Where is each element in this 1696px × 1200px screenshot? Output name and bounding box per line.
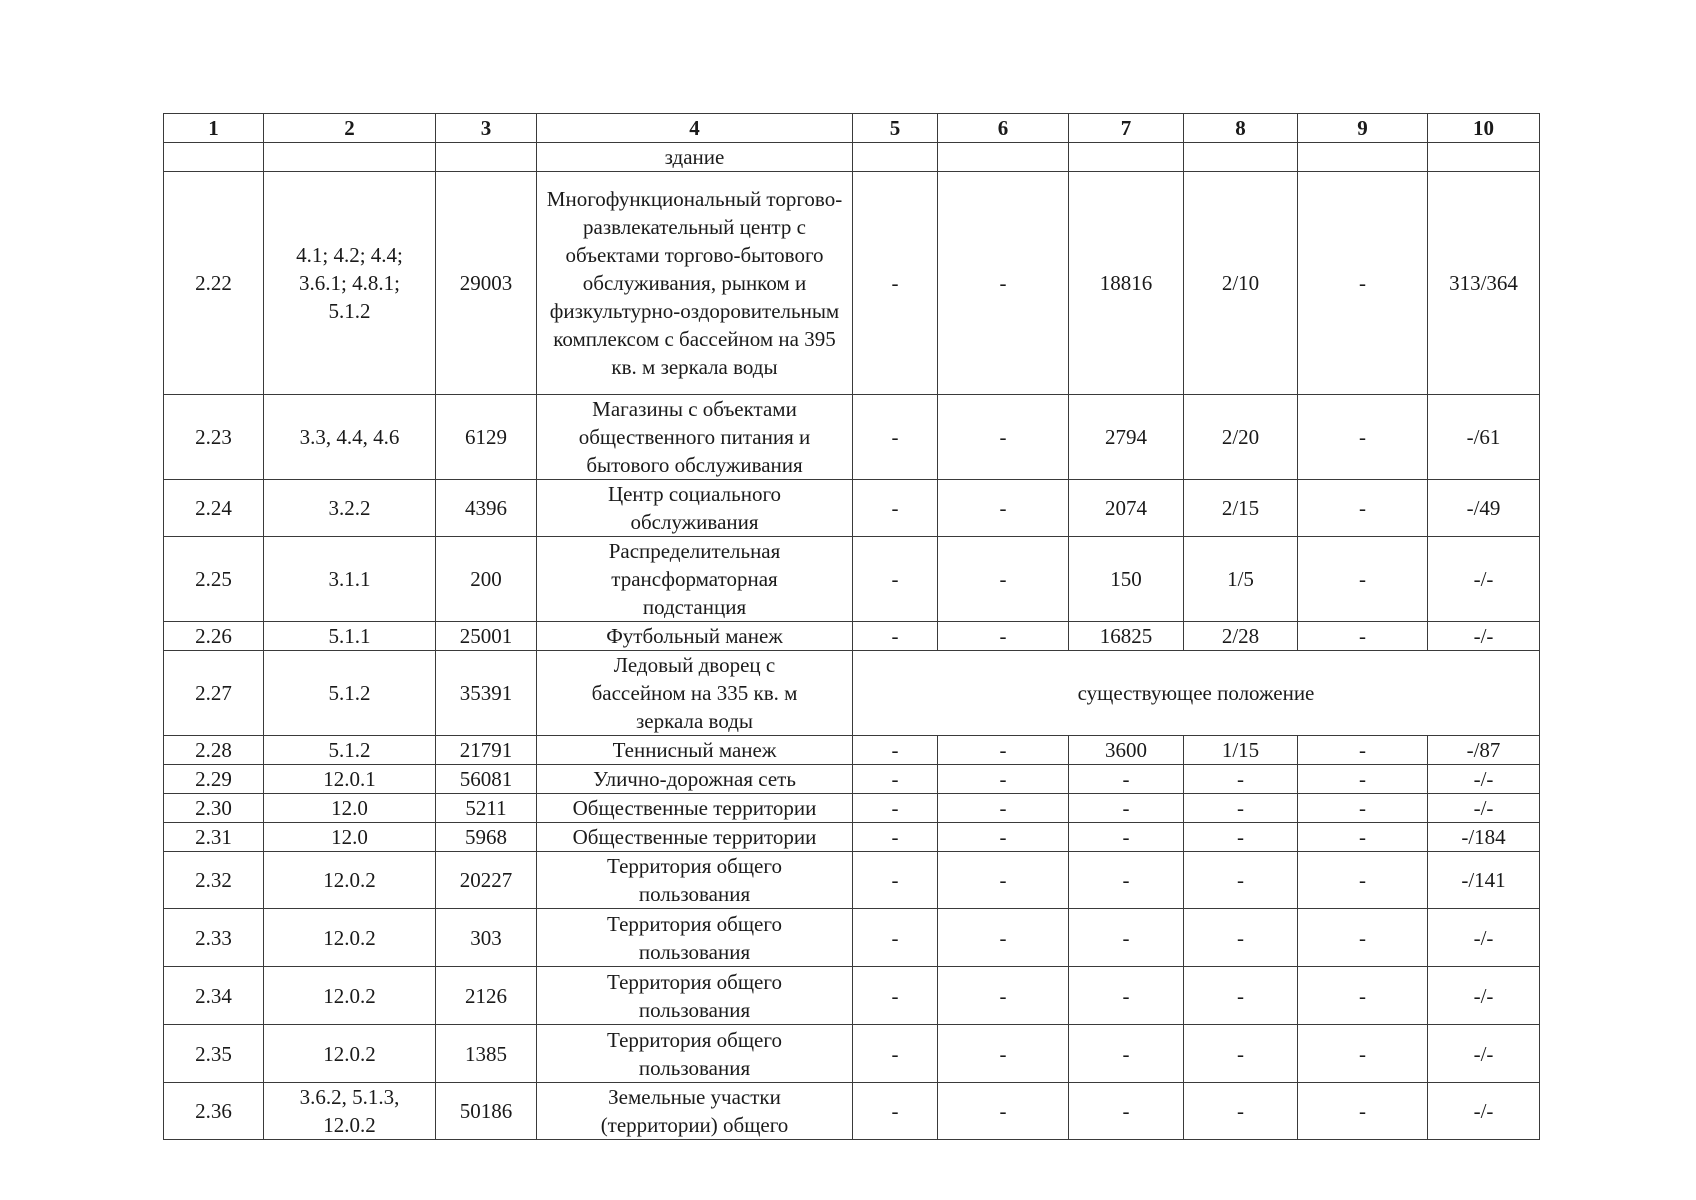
header-cell: 6 xyxy=(938,114,1069,143)
table-cell xyxy=(938,143,1069,172)
table-cell: 4396 xyxy=(436,480,537,537)
table-cell: - xyxy=(853,852,938,909)
table-cell: - xyxy=(938,1083,1069,1140)
table-row xyxy=(164,1083,1540,1140)
table-cell: - xyxy=(1298,823,1428,852)
table-cell: - xyxy=(853,622,938,651)
table-cell: - xyxy=(1184,1083,1298,1140)
header-cell: 4 xyxy=(537,114,853,143)
table-cell: -/- xyxy=(1428,765,1540,794)
table-cell: - xyxy=(1069,1025,1184,1083)
continuation-row xyxy=(164,143,1540,172)
table-row xyxy=(164,736,1540,765)
table-row xyxy=(164,395,1540,480)
table-cell: - xyxy=(1298,967,1428,1025)
table-cell: - xyxy=(1298,395,1428,480)
table-cell: - xyxy=(938,480,1069,537)
table-cell: - xyxy=(1184,909,1298,967)
table-cell: 200 xyxy=(436,537,537,622)
table-cell: - xyxy=(1298,172,1428,395)
table-cell: 303 xyxy=(436,909,537,967)
table-cell: 12.0 xyxy=(264,823,436,852)
table-cell: - xyxy=(1298,794,1428,823)
table-cell: -/61 xyxy=(1428,395,1540,480)
table-cell: -/- xyxy=(1428,794,1540,823)
table-cell: 12.0.2 xyxy=(264,967,436,1025)
table-cell: 12.0.2 xyxy=(264,1025,436,1083)
table-cell: - xyxy=(853,967,938,1025)
table-cell: 2.33 xyxy=(164,909,264,967)
table-cell xyxy=(1298,143,1428,172)
table-cell xyxy=(1184,143,1298,172)
table-cell: - xyxy=(853,794,938,823)
table-cell: - xyxy=(1184,1025,1298,1083)
table-row xyxy=(164,651,1540,736)
table-cell: 16825 xyxy=(1069,622,1184,651)
table-cell: - xyxy=(1298,852,1428,909)
table-cell: 2.24 xyxy=(164,480,264,537)
table-cell: - xyxy=(938,967,1069,1025)
table-cell: 2.25 xyxy=(164,537,264,622)
table-cell: Теннисный манеж xyxy=(537,736,853,765)
table-cell: Улично-дорожная сеть xyxy=(537,765,853,794)
table-cell: - xyxy=(1184,967,1298,1025)
table-cell: Общественные территории xyxy=(537,823,853,852)
table-cell: 6129 xyxy=(436,395,537,480)
table-cell: -/87 xyxy=(1428,736,1540,765)
table-cell: 18816 xyxy=(1069,172,1184,395)
header-cell: 1 xyxy=(164,114,264,143)
table-cell: -/- xyxy=(1428,1025,1540,1083)
table-cell: -/- xyxy=(1428,622,1540,651)
table-cell: - xyxy=(1069,794,1184,823)
table-cell: 3.3, 4.4, 4.6 xyxy=(264,395,436,480)
table-cell: 2.28 xyxy=(164,736,264,765)
table-cell: 2126 xyxy=(436,967,537,1025)
table-cell: Футбольный манеж xyxy=(537,622,853,651)
table-cell: 5968 xyxy=(436,823,537,852)
table-row xyxy=(164,765,1540,794)
header-cell: 9 xyxy=(1298,114,1428,143)
table-cell: Ледовый дворец с бассейном на 335 кв. м зеркала воды xyxy=(537,651,853,736)
table-cell: - xyxy=(853,537,938,622)
table-cell: - xyxy=(853,1083,938,1140)
table-row xyxy=(164,1025,1540,1083)
table-cell: - xyxy=(853,765,938,794)
table-cell: - xyxy=(938,1025,1069,1083)
table-cell: - xyxy=(1069,765,1184,794)
table-cell xyxy=(164,143,264,172)
table-cell: 2.30 xyxy=(164,794,264,823)
table-cell: 25001 xyxy=(436,622,537,651)
table-cell: - xyxy=(938,765,1069,794)
table-cell: - xyxy=(1069,823,1184,852)
table-cell: - xyxy=(1298,537,1428,622)
table-cell: - xyxy=(938,537,1069,622)
table-cell: Центр социального обслуживания xyxy=(537,480,853,537)
table-cell: Территория общего пользования xyxy=(537,1025,853,1083)
table-cell: Многофункциональный торгово-развлекательный центр с объектами торгово-бытового обслуживания, рынком и физкультурно-оздоровительным комплексом с бассейном на 395 кв. м зеркала воды xyxy=(537,172,853,395)
table-cell: 5.1.2 xyxy=(264,736,436,765)
table-cell: - xyxy=(938,395,1069,480)
table-cell: 35391 xyxy=(436,651,537,736)
table-cell: Земельные участки (территории) общего xyxy=(537,1083,853,1140)
table-cell: - xyxy=(938,823,1069,852)
table-cell: 3.2.2 xyxy=(264,480,436,537)
table-cell: 3.1.1 xyxy=(264,537,436,622)
table-cell: - xyxy=(938,794,1069,823)
table-cell: 56081 xyxy=(436,765,537,794)
table-cell: здание xyxy=(537,143,853,172)
data-table xyxy=(163,113,1540,1140)
table-row xyxy=(164,622,1540,651)
table-cell: 2/20 xyxy=(1184,395,1298,480)
table-cell: - xyxy=(1069,909,1184,967)
table-cell: -/141 xyxy=(1428,852,1540,909)
table-cell: 2.29 xyxy=(164,765,264,794)
table-cell: Территория общего пользования xyxy=(537,852,853,909)
table-cell: 2.35 xyxy=(164,1025,264,1083)
table-cell: 2.22 xyxy=(164,172,264,395)
table-cell: 12.0 xyxy=(264,794,436,823)
table-cell: - xyxy=(853,823,938,852)
table-cell: 1/5 xyxy=(1184,537,1298,622)
table-cell: - xyxy=(1069,1083,1184,1140)
header-cell: 8 xyxy=(1184,114,1298,143)
table-cell: Общественные территории xyxy=(537,794,853,823)
table-cell: - xyxy=(1069,852,1184,909)
header-cell: 10 xyxy=(1428,114,1540,143)
table-cell: 5.1.1 xyxy=(264,622,436,651)
table-cell: - xyxy=(1298,1083,1428,1140)
table-cell xyxy=(264,143,436,172)
table-row xyxy=(164,480,1540,537)
table-cell: 12.0.2 xyxy=(264,909,436,967)
header-cell: 3 xyxy=(436,114,537,143)
table-cell: - xyxy=(1184,794,1298,823)
table-cell: -/- xyxy=(1428,1083,1540,1140)
header-cell: 5 xyxy=(853,114,938,143)
table-cell xyxy=(1069,143,1184,172)
table-row xyxy=(164,537,1540,622)
table-cell: - xyxy=(938,909,1069,967)
table-cell: 29003 xyxy=(436,172,537,395)
table-cell: - xyxy=(853,480,938,537)
table-cell: - xyxy=(1298,1025,1428,1083)
table-cell: 3600 xyxy=(1069,736,1184,765)
table-cell: -/49 xyxy=(1428,480,1540,537)
table-cell: - xyxy=(853,172,938,395)
table-row xyxy=(164,794,1540,823)
table-cell: 2.32 xyxy=(164,852,264,909)
table-cell: - xyxy=(938,172,1069,395)
table-cell: - xyxy=(938,852,1069,909)
table-cell: - xyxy=(1184,852,1298,909)
table-cell: - xyxy=(938,736,1069,765)
table-cell: - xyxy=(853,909,938,967)
table-cell: - xyxy=(1184,823,1298,852)
table-cell: 5.1.2 xyxy=(264,651,436,736)
table-cell: 2.23 xyxy=(164,395,264,480)
table-cell: 5211 xyxy=(436,794,537,823)
table-cell: - xyxy=(1298,736,1428,765)
table-cell: - xyxy=(1184,765,1298,794)
table-cell: 3.6.2, 5.1.3, 12.0.2 xyxy=(264,1083,436,1140)
table-cell: 2794 xyxy=(1069,395,1184,480)
table-cell: 2.36 xyxy=(164,1083,264,1140)
table-cell xyxy=(853,143,938,172)
table-cell: - xyxy=(1069,967,1184,1025)
table-row xyxy=(164,852,1540,909)
table-cell: - xyxy=(1298,622,1428,651)
table-cell: Магазины с объектами общественного питания и бытового обслуживания xyxy=(537,395,853,480)
table-cell: 12.0.2 xyxy=(264,852,436,909)
table-cell: - xyxy=(1298,765,1428,794)
table-cell: 2/15 xyxy=(1184,480,1298,537)
table-cell: -/- xyxy=(1428,967,1540,1025)
table-cell: -/184 xyxy=(1428,823,1540,852)
header-cell: 7 xyxy=(1069,114,1184,143)
table-cell: 1/15 xyxy=(1184,736,1298,765)
table-cell: 150 xyxy=(1069,537,1184,622)
table-cell: 20227 xyxy=(436,852,537,909)
table-cell: Распределительная трансформаторная подстанция xyxy=(537,537,853,622)
table-cell: 1385 xyxy=(436,1025,537,1083)
table-row xyxy=(164,967,1540,1025)
table-cell: 21791 xyxy=(436,736,537,765)
table-cell: 50186 xyxy=(436,1083,537,1140)
table-row xyxy=(164,909,1540,967)
table-cell: 12.0.1 xyxy=(264,765,436,794)
header-row xyxy=(164,114,1540,143)
table-cell: - xyxy=(853,1025,938,1083)
table-cell: - xyxy=(938,622,1069,651)
table-cell: 313/364 xyxy=(1428,172,1540,395)
table-cell: - xyxy=(853,736,938,765)
table-cell: 4.1; 4.2; 4.4; 3.6.1; 4.8.1; 5.1.2 xyxy=(264,172,436,395)
table-cell: - xyxy=(853,395,938,480)
table-cell: 2.26 xyxy=(164,622,264,651)
table-cell: -/- xyxy=(1428,537,1540,622)
table-row xyxy=(164,172,1540,395)
table-cell: - xyxy=(1298,480,1428,537)
table-cell xyxy=(1428,143,1540,172)
table-cell: Территория общего пользования xyxy=(537,967,853,1025)
table-cell: Территория общего пользования xyxy=(537,909,853,967)
table-cell: - xyxy=(1298,909,1428,967)
table-cell: -/- xyxy=(1428,909,1540,967)
table-row xyxy=(164,823,1540,852)
table-cell: 2.34 xyxy=(164,967,264,1025)
table-cell: 2/10 xyxy=(1184,172,1298,395)
merged-status-cell: существующее положение xyxy=(853,651,1540,736)
table-cell: 2074 xyxy=(1069,480,1184,537)
table-cell: 2.27 xyxy=(164,651,264,736)
header-cell: 2 xyxy=(264,114,436,143)
table-cell: 2/28 xyxy=(1184,622,1298,651)
table-cell: 2.31 xyxy=(164,823,264,852)
table-cell xyxy=(436,143,537,172)
